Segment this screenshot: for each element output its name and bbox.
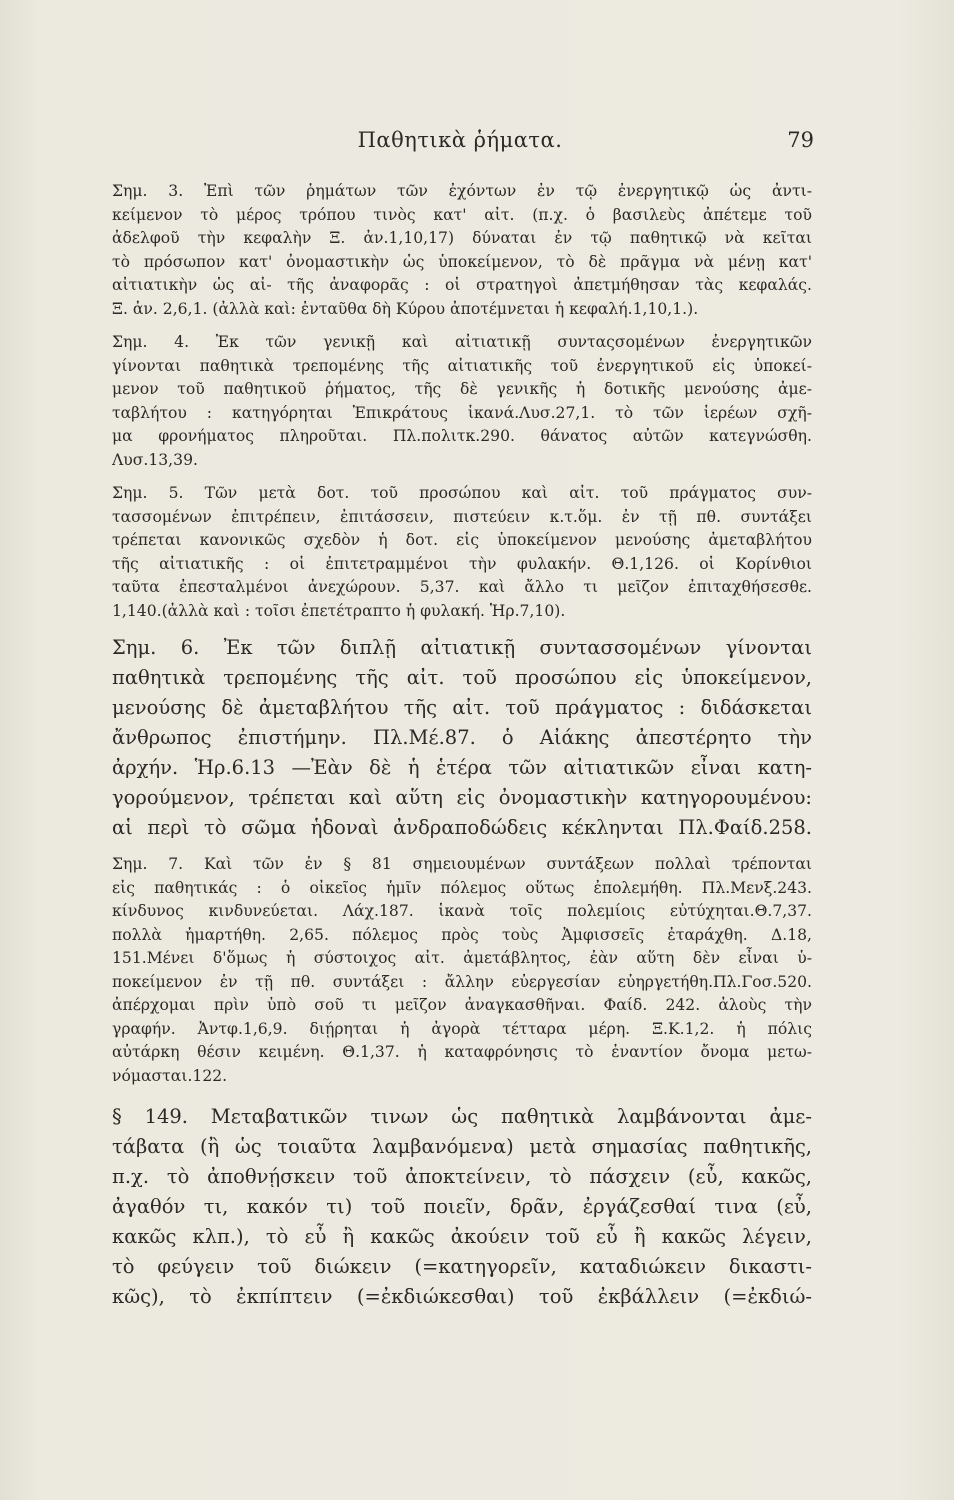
note-line: ἀδελφοῦ τὴν κεφαλὴν Ξ. ἀν.1,10,17) δύναται ἐν τῷ παθητικῷ νὰ κεῖται <box>112 229 812 247</box>
section-line: τάβατα (ἢ ὡς τοιαῦτα λαμβανόμενα) μετὰ σημασίας παθητικῆς, <box>112 1135 812 1158</box>
note-line: ποκείμενον ἐν τῇ πθ. συντάξει : ἄλλην εὐεργεσίαν εὐηργετήθη.Πλ.Γοσ.520. <box>112 972 812 991</box>
note-line: Σημ. 3. Ἐπὶ τῶν ῥημάτων τῶν ἐχόντων ἐν τῷ ἐνεργητικῷ ὡς ἀντι- <box>112 182 812 200</box>
note-line: μα φρονήματος πληροῦται. Πλ.πολιτκ.290. θάνατος αὐτῶν κατεγνώσθη. <box>112 427 812 445</box>
note-line: τρέπεται κανονικῶς σχεδὸν ἡ δοτ. εἰς ὑποκείμενον μενούσης ἀμεταβλήτου <box>112 531 812 549</box>
note-line: γίνονται παθητικὰ τρεπομένης τῆς αἰτιατικῆς τοῦ ἐνεργητικοῦ εἰς ὑποκεί- <box>112 356 812 375</box>
note-line: ἄνθρωπος ἐπιστήμην. Πλ.Μέ.87. ὁ Αἰάκης ἀπεστέρητο τὴν <box>112 726 812 749</box>
note-line: πολλὰ ἡμαρτήθη. 2,65. πόλεμος πρὸς τοὺς Ἀμφισσεῖς ἐταράχθη. Δ.18, <box>112 925 812 944</box>
note-line: τασσομένων ἐπιτρέπειν, ἐπιτάσσειν, πιστεύειν κ.τ.ὅμ. ἐν τῇ πθ. συντάξει <box>112 507 812 526</box>
note-line: γραφήν. Ἀντφ.1,6,9. διῄρηται ἡ ἀγορὰ τέτταρα μέρη. Ξ.Κ.1,2. ἡ πόλις <box>112 1019 812 1038</box>
section-line: κῶς), τὸ ἐκπίπτειν (=ἐκδιώκεσθαι) τοῦ ἐκβάλλειν (=ἐκδιώ- <box>112 1285 812 1308</box>
note-line: 151.Μένει δ'ὅμως ἡ σύστοιχος αἰτ. ἀμετάβλητος, ἐὰν αὕτη δὲν εἶναι ὑ- <box>112 949 812 967</box>
section-149 <box>112 1102 812 1312</box>
note-line: μενον τοῦ παθητικοῦ ῥήματος, τῆς δὲ γενικῆς ἡ δοτικῆς μενούσης ἀμε- <box>112 380 812 398</box>
note-line: παθητικὰ τρεπομένης τῆς αἰτ. τοῦ προσώπου εἰς ὑποκείμενον, <box>112 666 812 689</box>
note-3 <box>112 180 812 321</box>
note-7 <box>112 853 812 1088</box>
note-line: Σημ. 7. Καὶ τῶν ἐν § 81 σημειουμένων συντάξεων πολλαὶ τρέπονται <box>112 855 812 873</box>
section-line: ἀγαθόν τι, κακόν τι) τοῦ ποιεῖν, δρᾶν, ἐργάζεσθαί τινα (εὖ, <box>112 1195 812 1218</box>
note-line: νόμασται.122. <box>112 1066 228 1085</box>
note-line: ταβλήτου : κατηγόρηται Ἐπικράτους ἱκανά.Λυσ.27,1. τὸ τῶν ἱερέων σχῆ- <box>112 403 812 422</box>
note-line: αἱ περὶ τὸ σῶμα ἡδοναὶ ἀνδραποδώδεις κέκληνται Πλ.Φαίδ.258. <box>112 816 812 839</box>
running-header: Παθητικὰ ῥήματα. <box>357 128 563 152</box>
note-line: Σημ. 5. Τῶν μετὰ δοτ. τοῦ προσώπου καὶ αἰτ. τοῦ πράγματος συν- <box>112 484 812 502</box>
note-5 <box>112 482 812 623</box>
note-line: εἰς παθητικάς : ὁ οἰκεῖος ἡμῖν πόλεμος οὕτως ἐπολεμήθη. Πλ.Μενξ.243. <box>112 878 812 897</box>
note-line: 1,140.(ἀλλὰ καὶ : τοῖσι ἐπετέτραπτο ἡ φυλακή. Ἡρ.7,10). <box>112 601 566 620</box>
section-line: π.χ. τὸ ἀποθνῄσκειν τοῦ ἀποκτείνειν, τὸ πάσχειν (εὖ, κακῶς, <box>112 1165 812 1188</box>
note-line: τῆς αἰτιατικῆς : οἱ ἐπιτετραμμένοι τὴν φυλακήν. Θ.1,126. οἱ Κορίνθιοι <box>112 554 812 573</box>
note-line: ἀρχήν. Ἡρ.6.13 —Ἐὰν δὲ ἡ ἑτέρα τῶν αἰτιατικῶν εἶναι κατη- <box>112 756 812 779</box>
note-line: Λυσ.13,39. <box>112 450 198 469</box>
note-line: ταῦτα ἐπεσταλμένοι ἀνεχώρουν. 5,37. καὶ ἄλλο τι μεῖζον ἐπιταχθήσεσθε. <box>112 578 812 596</box>
note-line: γορούμενον, τρέπεται καὶ αὕτη εἰς ὀνομαστικὴν κατηγορουμένου: <box>112 786 812 809</box>
note-line: Σημ. 6. Ἐκ τῶν διπλῇ αἰτιατικῇ συντασσομένων γίνονται <box>112 636 812 659</box>
note-6 <box>112 633 812 843</box>
note-line: αἰτιατικὴν ὡς αἰ- τῆς ἀναφορᾶς : οἱ στρατηγοὶ ἀπετμήθησαν τὰς κεφαλάς. <box>112 276 812 294</box>
section-line: τὸ φεύγειν τοῦ διώκειν (=κατηγορεῖν, καταδιώκειν δικαστι- <box>112 1255 812 1278</box>
note-line: ἀπέρχομαι πρὶν ὑπὸ σοῦ τι μεῖζον ἀναγκασθῆναι. Φαίδ. 242. ἀλοὺς τὴν <box>112 996 812 1014</box>
note-4 <box>112 331 812 472</box>
section-line: § 149. Μεταβατικῶν τινων ὡς παθητικὰ λαμβάνονται ἀμε- <box>112 1105 812 1128</box>
page-number: 79 <box>787 128 814 152</box>
section-line: κακῶς κλπ.), τὸ εὖ ἢ κακῶς ἀκούειν τοῦ εὖ ἢ κακῶς λέγειν, <box>112 1225 812 1248</box>
page-body <box>112 180 812 1312</box>
note-line: κίνδυνος κινδυνεύεται. Λάχ.187. ἱκανὰ τοῖς πολεμίοις εὐτύχηται.Θ.7,37. <box>112 902 812 920</box>
note-line: κείμενον τὸ μέρος τρόπου τινὸς κατ' αἰτ. (π.χ. ὁ βασιλεὺς ἀπέτεμε τοῦ <box>112 205 812 224</box>
note-line: Σημ. 4. Ἐκ τῶν γενικῇ καὶ αἰτιατικῇ συνταςσομένων ἐνεργητικῶν <box>112 333 812 351</box>
note-line: Ξ. ἀν. 2,6,1. (ἀλλὰ καὶ: ἐνταῦθα δὴ Κύρου ἀποτέμνεται ἡ κεφαλή.1,10,1.). <box>112 299 699 318</box>
note-line: αὐτάρκη θέσιν κειμένη. Θ.1,37. ἡ καταφρόνησις τὸ ἐναντίον ὄνομα μετω- <box>112 1043 812 1061</box>
note-line: μενούσης δὲ ἀμεταβλήτου τῆς αἰτ. τοῦ πράγματος : διδάσκεται <box>112 696 812 719</box>
note-line: τὸ πρόσωπον κατ' ὀνομαστικὴν ὡς ὑποκείμενον, τὸ δὲ πρᾶγμα νὰ μένῃ κατ' <box>112 252 812 271</box>
